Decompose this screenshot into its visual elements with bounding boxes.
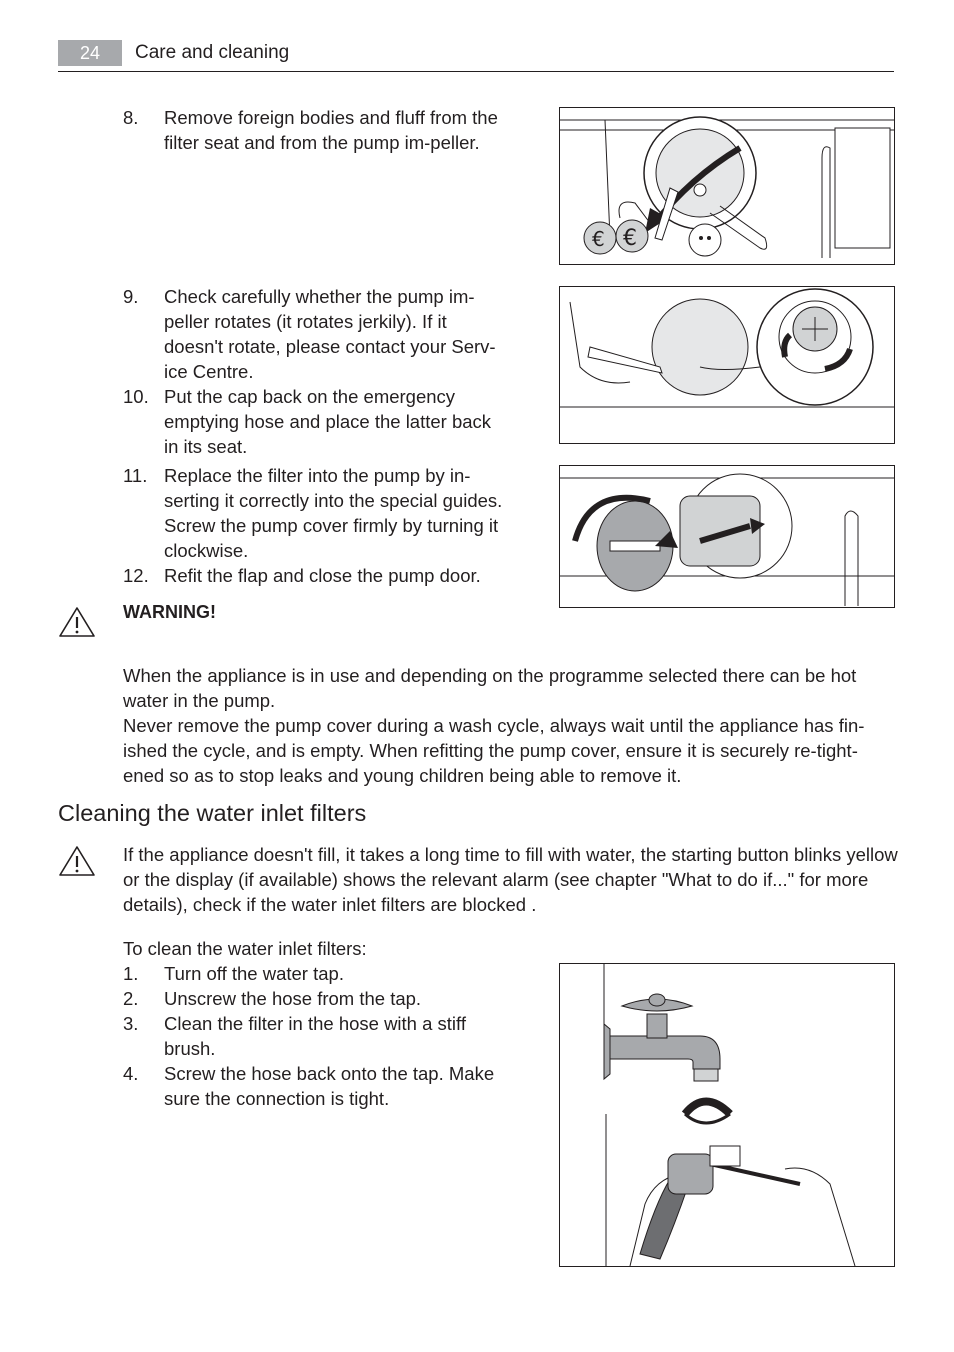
step-text: Screw the hose back onto the tap. Make sure the connection is tight. <box>164 1063 495 1109</box>
step-text: Turn off the water tap. <box>164 963 344 984</box>
step-number: 8. <box>123 107 139 128</box>
step-text: Check carefully whether the pump im-peller rotates (it rotates jerkily). If it doesn't rotate, please contact your Serv-ice Centre. <box>164 286 496 382</box>
filter-seat-illustration <box>560 108 894 264</box>
warning-text-1: When the appliance is in use and depending on the programme selected there can be hot water in the pump. <box>123 665 857 711</box>
tap-brush-illustration <box>560 964 894 1266</box>
step-number: 11. <box>123 465 148 486</box>
step-number: 2. <box>123 988 139 1009</box>
warning-triangle-icon <box>58 606 96 638</box>
figure-filter-seat <box>559 107 895 265</box>
euro-glyph-right: € <box>623 226 637 251</box>
step-number: 9. <box>123 286 139 307</box>
step-number: 12. <box>123 565 149 586</box>
page-number: 24 <box>58 40 122 66</box>
euro-glyph-left: € <box>592 227 605 251</box>
figure-impeller-check <box>559 286 895 444</box>
figure-inlet-filter-cleaning <box>559 963 895 1267</box>
section-note: If the appliance doesn't fill, it takes a long time to fill with water, the starting button blinks yellow or the display (if available) shows the relevant alarm (see chapter "What to do if..." for more details), check if the water inlet filters are blocked . <box>123 844 898 915</box>
step-text: Clean the filter in the hose with a stiff brush. <box>164 1013 466 1059</box>
step-number: 3. <box>123 1013 139 1034</box>
section-header-title: Care and cleaning <box>135 42 290 63</box>
section-title: Cleaning the water inlet filters <box>58 800 367 826</box>
step-text: Put the cap back on the emergency emptying hose and place the latter back in its seat. <box>164 386 492 457</box>
step-number: 1. <box>123 963 139 984</box>
caution-triangle-icon <box>58 845 96 877</box>
impeller-illustration <box>560 287 894 443</box>
warning-label: WARNING! <box>123 602 216 622</box>
section-intro: To clean the water inlet filters: <box>123 938 367 959</box>
step-number: 10. <box>123 386 149 407</box>
filter-refit-illustration <box>560 466 894 607</box>
step-text: Refit the flap and close the pump door. <box>164 565 481 586</box>
step-text: Remove foreign bodies and fluff from the filter seat and from the pump im-peller. <box>164 107 498 153</box>
figure-filter-refit <box>559 465 895 608</box>
warning-text-2: Never remove the pump cover during a wash cycle, always wait until the appliance has fin-ished the cycle, and is empty. When refitting the pump cover, ensure it is securely re-tight-ened so as to stop leaks and young children being able to remove it. <box>123 715 865 786</box>
step-number: 4. <box>123 1063 139 1084</box>
step-text: Replace the filter into the pump by in-serting it correctly into the special guides. Screw the pump cover firmly by turning it clockwise. <box>164 465 503 561</box>
header-divider <box>58 71 894 72</box>
step-text: Unscrew the hose from the tap. <box>164 988 422 1009</box>
